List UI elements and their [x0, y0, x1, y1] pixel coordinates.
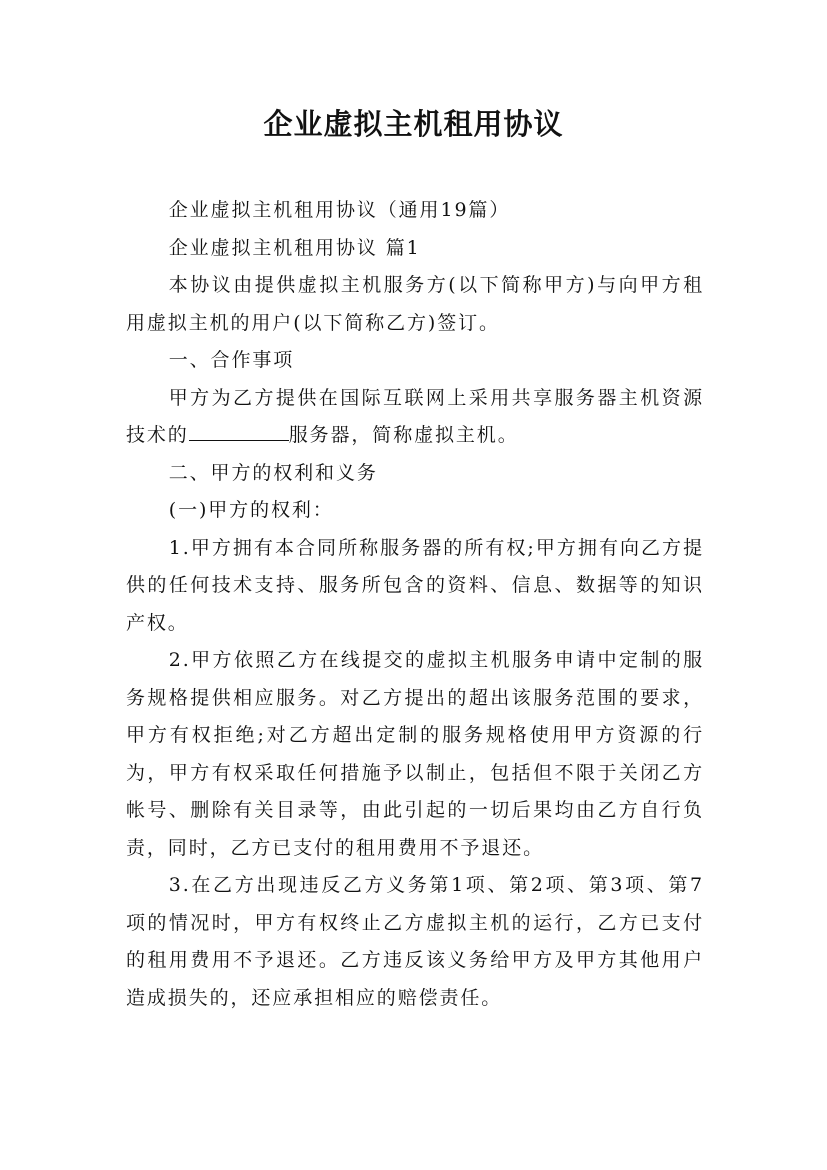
clause-2: 2.甲方依照乙方在线提交的虚拟主机服务申请中定制的服务规格提供相应服务。对乙方提出的超出该服务范围的要求，甲方有权拒绝;对乙方超出定制的服务规格使用甲方资源的行为，甲方有权采取任何措施予以制止，包括但不限于关闭乙方帐号、删除有关目录等，由此引起的一切后果均由乙方自行负责，同时，乙方已支付的租用费用不予退还。	[126, 649, 704, 859]
section-heading: 企业虚拟主机租用协议 篇1	[168, 236, 421, 259]
intro-paragraph: 本协议由提供虚拟主机服务方(以下简称甲方)与向甲方租用虚拟主机的用户(以下简称乙方)签订。	[126, 274, 704, 334]
clause-3: 3.在乙方出现违反乙方义务第1项、第2项、第3项、第7项的情况时，甲方有权终止乙方虚拟主机的运行，乙方已支付的租用费用不予退还。乙方违反该义务给甲方及甲方其他用户造成损失的，还应承担相应的赔偿责任。	[126, 874, 704, 1009]
document-title: 企业虚拟主机租用协议	[263, 107, 564, 141]
heading-party-a-rights-obligations: 二、甲方的权利和义务	[168, 461, 378, 484]
subheading-party-a-rights: (一)甲方的权利：	[168, 499, 334, 521]
document-subtitle: 企业虚拟主机租用协议（通用19篇）	[168, 199, 511, 221]
cooperation-text-before-blank: 甲方为乙方提供在国际互联网上采用共享服务器主机资源技术的	[126, 386, 704, 446]
clause-1: 1.甲方拥有本合同所称服务器的所有权;甲方拥有向乙方提供的任何技术支持、服务所包含的资料、信息、数据等的知识产权。	[126, 536, 704, 634]
fill-in-blank	[189, 421, 289, 441]
cooperation-paragraph	[126, 380, 704, 455]
document-body	[126, 192, 704, 1017]
cooperation-text-after-blank: 服务器，简称虚拟主机。	[288, 424, 519, 446]
heading-cooperation: 一、合作事项	[168, 349, 295, 371]
